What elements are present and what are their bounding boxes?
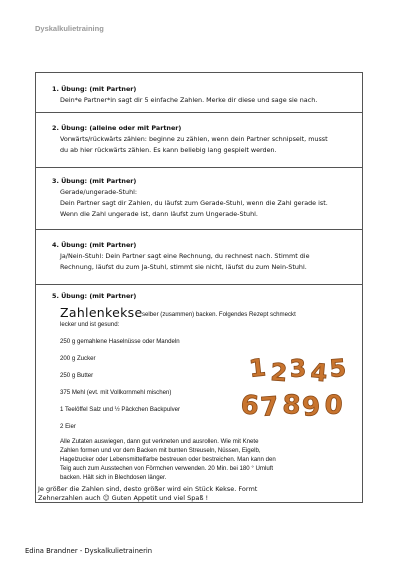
exercise-5-title: 5. Übung: (mit Partner) [52, 292, 137, 300]
exercise-3-line-2: Dein Partner sagt dir Zahlen, du läufst zum Gerade-Stuhl, wenn die Zahl gerade ist. [60, 199, 328, 207]
exercise-4-line-2: Rechnung, läufst du zum Ja-Stuhl, stimmt sie nicht, läufst du zum Nein-Stuhl. [60, 263, 307, 271]
exercise-3-title: 3. Übung: (mit Partner) [52, 177, 137, 185]
number-cookies-image [228, 343, 358, 435]
ingredient-item: 1 Teelöffel Salz und ½ Päckchen Backpulver [60, 406, 181, 413]
instruction-line: Alle Zutaten auswiegen, dann gut verkneten und ausrollen. Wie mit Knete [60, 438, 259, 445]
exercise-2-line-1: Vorwärts/rückwärts zählen: beginne zu zählen, wenn dein Partner schnipselt, musst [60, 135, 328, 143]
exercise-1-title: 1. Übung: (mit Partner) [52, 85, 137, 93]
cookie-row-bottom [239, 390, 343, 423]
cookie-digit-9: 9 [300, 391, 322, 423]
cookie-digit-0: 0 [323, 390, 344, 422]
instruction-line: Teig auch zum Ausstechen von Förmchen verwenden. 20 Min. bei 180 ° Umluft [60, 465, 274, 472]
recipe-intro-2: lecker und ist gesund: [60, 321, 120, 328]
ingredient-item: 2 Eier [60, 423, 76, 430]
document-footer: Edina Brandner - Dyskalkulietrainerin [25, 547, 153, 555]
ingredient-item: 375 Mehl (evt. mit Vollkornmehl mischen) [60, 389, 172, 396]
exercise-1-text: Dein*e Partner*in sagt dir 5 einfache Zahlen. Merke dir diese und sage sie nach. [60, 96, 318, 104]
recipe-intro-1: selber (zusammen) backen. Folgendes Rezept schmeckt [142, 311, 296, 318]
exercise-4-line-1: Ja/Nein-Stuhl: Dein Partner sagt eine Rechnung, du rechnest nach. Stimmt die [60, 252, 310, 260]
cookie-digit-4: 4 [309, 358, 329, 388]
cookie-digit-1: 1 [247, 353, 268, 383]
ingredient-item: 200 g Zucker [60, 355, 96, 362]
document-header: Dyskalkulietraining [35, 24, 104, 33]
ingredient-item: 250 g gemahlene Haselnüsse oder Mandeln [60, 338, 180, 345]
closing-line-2: Zehnerzahlen auch ☺ Guten Appetit und viel Spaß ! [38, 494, 209, 502]
recipe-title: Zahlenkekse [60, 305, 143, 320]
exercise-3-line-1: Gerade/ungerade-Stuhl: [60, 188, 138, 196]
exercise-3 [36, 168, 362, 230]
cookie-digit-7: 7 [259, 391, 280, 423]
exercise-1 [36, 73, 362, 113]
cookie-digit-6: 6 [239, 390, 261, 422]
exercise-5 [36, 285, 362, 504]
exercise-4 [36, 230, 362, 285]
cookie-row-top [248, 353, 347, 387]
instruction-line: Hagelzucker oder Lebensmittelfarbe bestreuen oder bestreichen. Man kann den [60, 456, 276, 463]
exercise-4-title: 4. Übung: (mit Partner) [52, 241, 137, 249]
cookie-digit-5: 5 [328, 353, 348, 383]
exercise-2-line-2: du ab hier rückwärts zählen. Es kann beliebig lang gespielt werden. [60, 146, 277, 154]
instruction-line: Zahlen formen und vor dem Backen mit bunten Streuseln, Nüssen, Eigelb, [60, 447, 261, 454]
closing-line-1: Je größer die Zahlen sind, desto größer wird ein Stück Kekse. Formt [38, 485, 258, 493]
cookie-digit-3: 3 [288, 354, 307, 383]
exercise-2 [36, 113, 362, 168]
exercise-frame [35, 72, 363, 503]
cookie-digit-2: 2 [269, 358, 289, 388]
exercise-3-line-3: Wenn die Zahl ungerade ist, dann läufst zum Ungerade-Stuhl. [60, 210, 258, 218]
ingredient-item: 250 g Butter [60, 372, 94, 379]
exercise-2-title: 2. Übung: (alleine oder mit Partner) [52, 124, 182, 132]
cookie-digit-8: 8 [281, 390, 302, 421]
instruction-line: backen. Hält sich in Blechdosen länger. [60, 474, 167, 481]
